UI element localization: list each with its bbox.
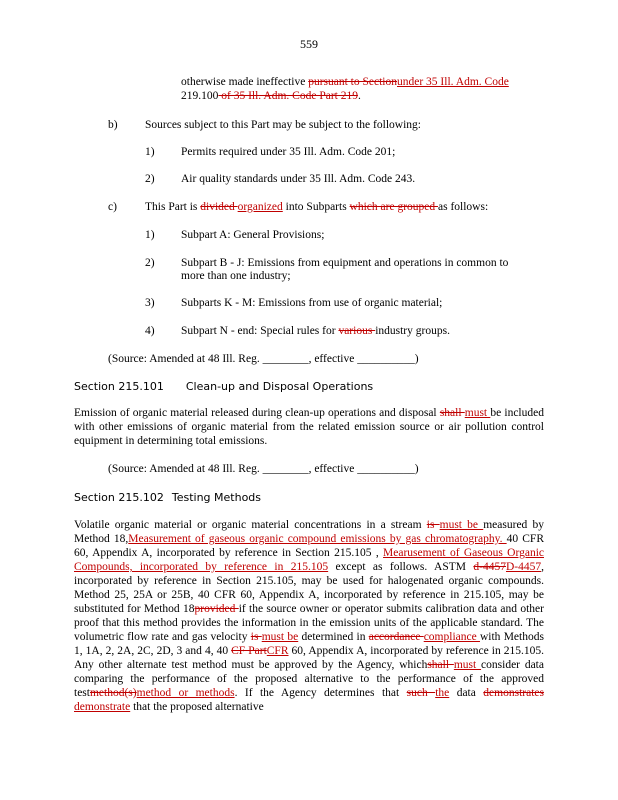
deleted-text: pursuant to Section [308,76,397,88]
item-number: 2) [145,257,155,269]
list-item: Subpart A: General Provisions; [181,229,325,241]
deleted-text: is [426,519,440,531]
subsection-b-text: Sources subject to this Part may be subject to the following: [145,119,421,131]
text: as follows: [438,201,489,213]
inserted-text: must be [439,519,484,531]
text: determined in [298,631,369,643]
text: that the proposed alternative [130,701,264,713]
inserted-text: must be [261,631,299,643]
section-215-102-body [74,518,544,714]
inserted-text: under 35 Ill. Adm. Code [397,76,509,88]
inserted-text: Mearusement of Gaseous Organic Compounds, incorporated by reference in 215.105 [74,547,544,573]
item-number: 1) [145,146,155,158]
inserted-text: must [453,659,482,671]
deleted-text: method(s) [89,687,137,699]
text: Subpart N - end: Special rules for [181,325,339,337]
text: except as follows. ASTM [328,561,474,573]
continuation-line-2 [181,89,361,103]
text: into Subparts [282,201,350,213]
inserted-text: method or methods [136,687,235,699]
deleted-text: demonstrates [483,687,544,699]
deleted-text: of 35 Ill. Adm. Code Part 219 [218,90,358,102]
text: measured by Method 18, [74,519,544,545]
list-item [181,324,450,338]
deleted-text: various [338,325,376,337]
text: industry groups. [375,325,450,337]
inserted-text: the [435,687,450,699]
inserted-text: CFR [266,645,289,657]
inserted-text: must [464,407,491,419]
source-note: (Source: Amended at 48 Ill. Reg. ________, effective __________) [108,463,419,475]
text: data [449,687,484,699]
list-item-line-2: more than one industry; [181,270,291,282]
item-number: 2) [145,173,155,185]
deleted-text: d-4457 [473,561,506,573]
inserted-text: demonstrate [74,701,131,713]
section-number: Section 215.102 [74,491,164,504]
deleted-text: provided [194,603,239,615]
section-title: Clean-up and Disposal Operations [185,380,374,393]
source-note: (Source: Amended at 48 Ill. Reg. ________, effective __________) [108,353,419,365]
item-number: 1) [145,229,155,241]
deleted-text: which are grouped [349,201,438,213]
deleted-text: divided [200,201,238,213]
text: 40 CFR 60, Appendix A, incorporated by reference in Section 215.105 , [74,533,544,559]
deleted-text: shall [439,407,465,419]
section-number: Section 215.101 [74,380,164,393]
text: if the source owner or operator submits calibration data and other proof that this method provides the information in the emission units of the applicable standard. The volumetric flow rate and gas velocity [74,603,544,643]
section-title: Testing Methods [171,491,262,504]
section-215-101-body [74,406,544,448]
section-heading-215-101 [74,380,373,394]
list-item: Air quality standards under 35 Ill. Adm. Code 243. [181,173,416,185]
text: consider data comparing the performance of the proposed alternative to the performance of the approved test [74,659,544,699]
deleted-text: is [250,631,262,643]
list-item: Subparts K - M: Emissions from use of organic material; [181,297,443,309]
inserted-text: Measurement of gaseous organic compound emissions by gas chromatography. [128,533,507,545]
subsection-label-c: c) [108,201,117,213]
text: . If the Agency determines that [234,687,407,699]
item-number: 3) [145,297,155,309]
text: be included with other emissions of organic material from the related emission source or air pollution control equipment in determining total emissions. [74,407,544,447]
text: This Part is [145,201,201,213]
list-item-line-1: Subpart B - J: Emissions from equipment and operations in common to [181,257,509,269]
continuation-line-1 [181,75,509,89]
list-item: Permits required under 35 Ill. Adm. Code 201; [181,146,396,158]
text: otherwise made ineffective [181,76,309,88]
text: Volatile organic material or organic material concentrations in a stream [74,519,427,531]
item-number: 4) [145,325,155,337]
text: 219.100 [181,90,219,102]
inserted-text: compliance [423,631,480,643]
deleted-text: CF Part [231,645,267,657]
subsection-label-b: b) [108,119,118,131]
text: . [357,90,361,102]
text: Emission of organic material released during clean-up operations and disposal [74,407,440,419]
text: , incorporated by reference in Section 215.105, may be used for halogenated organic compounds. Method 25, 25A or 25B, 40 CFR 60, Appendix A, incorporated by reference in 215.105, may be substituted for Method 18 [74,561,544,615]
deleted-text: such [406,687,436,699]
page-number: 559 [300,37,318,51]
deleted-text: accordance [368,631,424,643]
text: 60, Appendix A, incorporated by reference in 215.105. Any other alternate test method must be approved by the Agency, which [74,645,544,671]
inserted-text: D-4457 [505,561,542,573]
section-heading-215-102 [74,491,261,505]
deleted-text: shall [427,659,454,671]
inserted-text: organized [237,201,283,213]
subsection-c-text [145,200,488,214]
text: with Methods 1, 1A, 2, 2A, 2C, 2D, 3 and 4, 40 [74,631,544,657]
